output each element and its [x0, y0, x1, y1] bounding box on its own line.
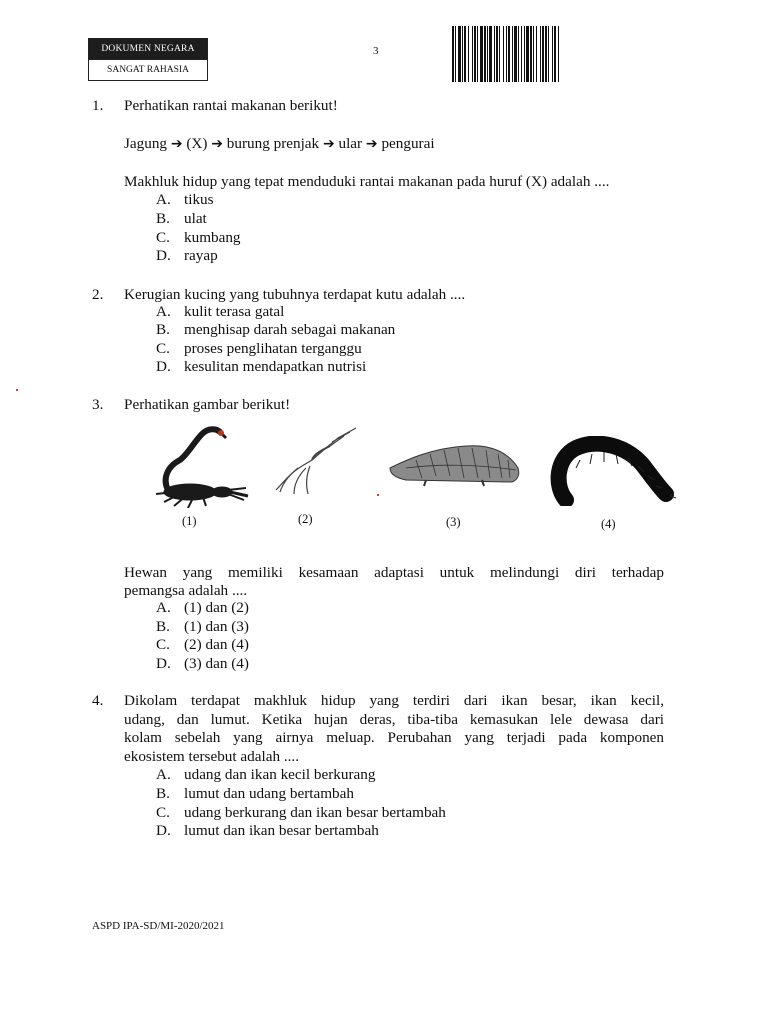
option-letter: D.: [156, 247, 171, 264]
option-text: kesulitan mendapatkan nutrisi: [184, 358, 367, 375]
option-text: proses penglihatan terganggu: [184, 340, 362, 357]
barcode-bar: [533, 26, 534, 82]
barcode-bar: [458, 26, 461, 82]
question-1-stem: Makhluk hidup yang tepat menduduki rantai makanan pada huruf (X) adalah ....: [124, 173, 610, 190]
barcode-bar: [552, 26, 553, 82]
barcode-bar: [542, 26, 544, 82]
stray-mark: [377, 494, 379, 496]
barcode-bar: [540, 26, 541, 82]
barcode-image: [452, 26, 662, 82]
question-4-stem-line-1: Dikolam terdapat makhluk hidup yang terdiri dari ikan besar, ikan kecil,: [124, 692, 664, 709]
chain-item-2: (X): [186, 135, 208, 152]
page-number: 3: [373, 45, 379, 57]
option-3a[interactable]: [156, 599, 249, 618]
option-text: udang dan ikan kecil berkurang: [184, 766, 376, 783]
scorpion-image: [128, 422, 250, 508]
option-letter: B.: [156, 210, 170, 227]
option-1a[interactable]: [156, 191, 214, 210]
option-2d[interactable]: [156, 358, 366, 377]
badge-top-label: DOKUMEN NEGARA: [89, 39, 207, 59]
option-letter: A.: [156, 303, 171, 320]
question-2-number: 2.: [92, 286, 104, 303]
pangolin-image: [386, 438, 524, 488]
barcode-bar: [468, 26, 469, 82]
barcode-bar: [521, 26, 522, 82]
barcode-bar: [526, 26, 529, 82]
option-4a[interactable]: [156, 766, 375, 785]
question-1-number: 1.: [92, 97, 104, 114]
option-4d[interactable]: [156, 822, 379, 841]
barcode-bar: [530, 26, 532, 82]
option-letter: B.: [156, 321, 170, 338]
option-4b[interactable]: [156, 785, 354, 804]
option-letter: D.: [156, 655, 171, 672]
option-text: (1) dan (2): [184, 599, 249, 616]
question-4-stem-line-4: ekosistem tersebut adalah ....: [124, 748, 300, 765]
barcode-bar: [494, 26, 495, 82]
badge-bottom-label: SANGAT RAHASIA: [89, 59, 207, 80]
barcode-bar: [499, 26, 500, 82]
barcode-bar: [514, 26, 517, 82]
arrow-right-icon: ➔: [170, 136, 183, 152]
barcode-bar: [455, 26, 456, 82]
chain-item-1: Jagung: [124, 135, 168, 152]
question-3-text: Perhatikan gambar berikut!: [124, 396, 291, 413]
option-text: udang berkurang dan ikan besar bertambah: [184, 804, 446, 821]
barcode-bar: [489, 26, 492, 82]
barcode-bar: [524, 26, 525, 82]
barcode-bar: [496, 26, 498, 82]
barcode-bar: [477, 26, 478, 82]
figure-label-4: (4): [601, 517, 616, 531]
figure-label-1: (1): [182, 514, 197, 528]
question-3-stem-line-1: Hewan yang memiliki kesamaan adaptasi untuk melindungi diri terhadap: [124, 564, 664, 581]
option-2b[interactable]: [156, 321, 395, 340]
option-letter: C.: [156, 340, 170, 357]
food-chain: [124, 135, 664, 154]
option-letter: D.: [156, 822, 171, 839]
option-text: (2) dan (4): [184, 636, 249, 653]
option-text: lumut dan ikan besar bertambah: [184, 822, 379, 839]
barcode-bar: [548, 26, 549, 82]
question-2-text: Kerugian kucing yang tubuhnya terdapat kutu adalah ....: [124, 286, 466, 303]
arrow-right-icon: ➔: [211, 136, 223, 152]
option-1d[interactable]: [156, 247, 218, 266]
option-3d[interactable]: [156, 655, 249, 674]
option-text: (3) dan (4): [184, 655, 249, 672]
option-letter: C.: [156, 636, 170, 653]
barcode-bar: [464, 26, 466, 82]
option-letter: A.: [156, 191, 171, 208]
option-1b[interactable]: [156, 210, 207, 229]
arrow-right-icon: ➔: [365, 136, 378, 152]
option-text: kumbang: [184, 229, 241, 246]
barcode-bar: [554, 26, 556, 82]
option-letter: B.: [156, 785, 170, 802]
question-4-stem-line-2: udang, dan lumut. Ketika hujan deras, tiba-tiba kemasukan lele dewasa dari: [124, 711, 664, 728]
option-text: rayap: [184, 247, 218, 264]
option-1c[interactable]: [156, 229, 241, 248]
figure-label-2: (2): [298, 512, 313, 526]
option-text: ulat: [184, 210, 207, 227]
barcode-bar: [545, 26, 547, 82]
option-2c[interactable]: [156, 340, 362, 359]
option-letter: D.: [156, 358, 171, 375]
barcode-bar: [503, 26, 504, 82]
barcode-bar: [518, 26, 519, 82]
barcode-bar: [508, 26, 510, 82]
question-4-stem-line-3: kolam sebelah yang airnya meluap. Perubahan yang terjadi pada komponen: [124, 729, 664, 746]
millipede-image: [546, 436, 678, 506]
barcode-bar: [536, 26, 537, 82]
option-letter: C.: [156, 229, 170, 246]
option-text: menghisap darah sebagai makanan: [184, 321, 396, 338]
chain-item-5: pengurai: [381, 135, 435, 152]
barcode-bar: [462, 26, 463, 82]
option-letter: A.: [156, 599, 171, 616]
option-4c[interactable]: [156, 804, 446, 823]
option-text: tikus: [184, 191, 214, 208]
option-2a[interactable]: [156, 303, 284, 322]
stray-mark: [16, 389, 18, 391]
option-3c[interactable]: [156, 636, 249, 655]
barcode-bar: [487, 26, 488, 82]
arrow-right-icon: ➔: [322, 136, 335, 152]
option-3b[interactable]: [156, 618, 249, 637]
chain-item-4: ular: [338, 135, 363, 152]
option-letter: C.: [156, 804, 170, 821]
footer-code: ASPD IPA-SD/MI-2020/2021: [92, 920, 225, 932]
classification-badge: [88, 38, 208, 81]
barcode-bar: [472, 26, 473, 82]
squid-image: [272, 424, 360, 496]
barcode-bar: [484, 26, 486, 82]
option-text: (1) dan (3): [184, 618, 249, 635]
option-text: lumut dan udang bertambah: [184, 785, 354, 802]
question-1-text: Perhatikan rantai makanan berikut!: [124, 97, 338, 114]
chain-item-3: burung prenjak: [226, 135, 320, 152]
question-3-stem-line-2: pemangsa adalah ....: [124, 582, 248, 599]
barcode-bar: [558, 26, 559, 82]
barcode-bar: [452, 26, 454, 82]
barcode-bar: [480, 26, 483, 82]
option-letter: A.: [156, 766, 171, 783]
figure-label-3: (3): [446, 515, 461, 529]
question-4-number: 4.: [92, 692, 104, 709]
barcode-bar: [474, 26, 476, 82]
barcode-bar: [512, 26, 513, 82]
barcode-bar: [506, 26, 507, 82]
question-3-number: 3.: [92, 396, 104, 413]
option-text: kulit terasa gatal: [184, 303, 285, 320]
option-letter: B.: [156, 618, 170, 635]
